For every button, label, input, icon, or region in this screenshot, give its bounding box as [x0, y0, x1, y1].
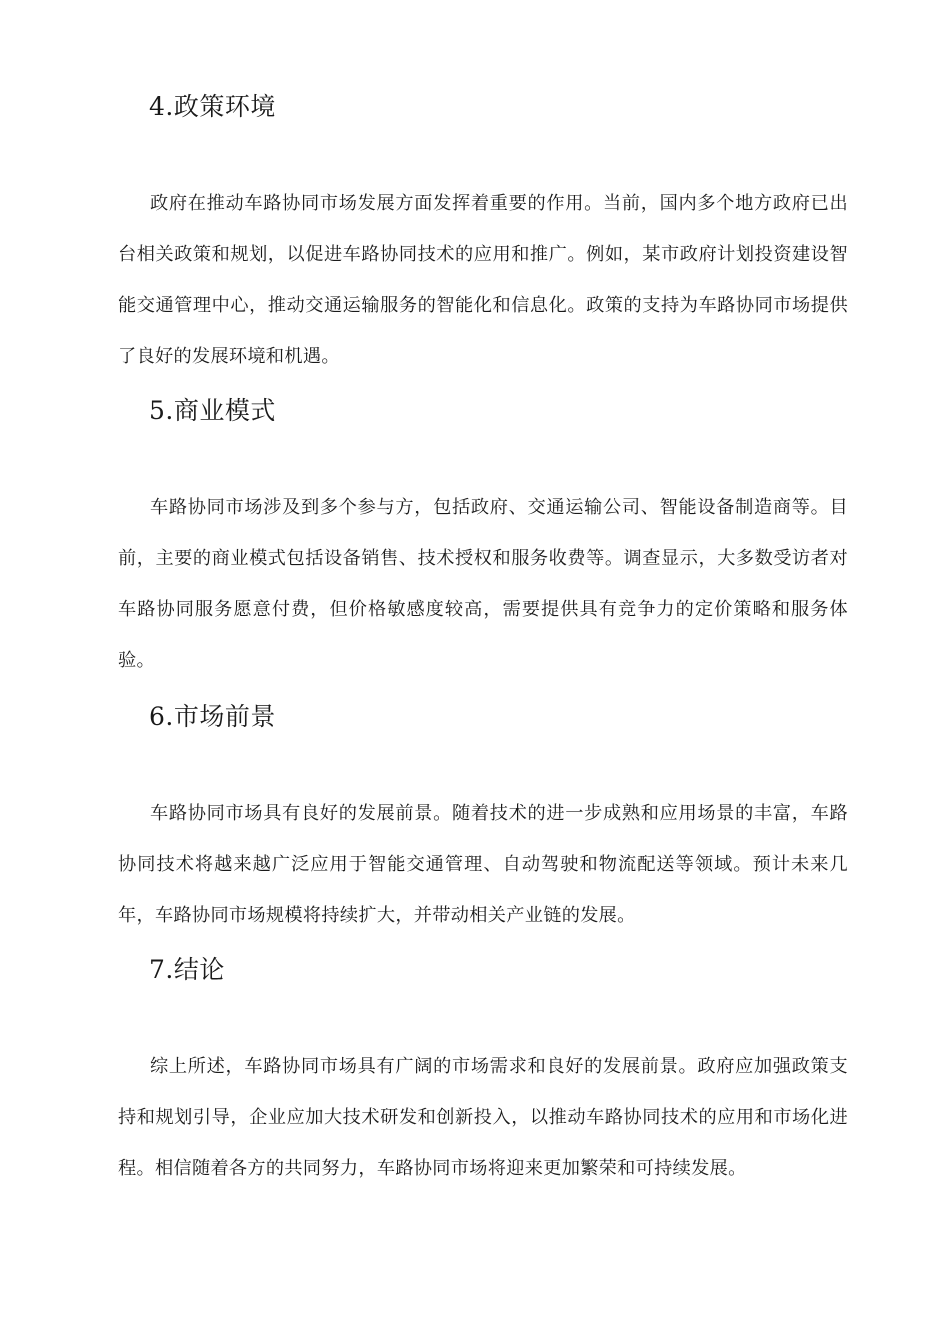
section-paragraph: 车路协同市场涉及到多个参与方，包括政府、交通运输公司、智能设备制造商等。目前，主要的商业模式包括设备销售、技术授权和服务收费等。调查显示，大多数受访者对车路协同服务愿意付费，但价格敏感度较高，需要提供具有竞争力的定价策略和服务体验。: [118, 497, 848, 671]
section-paragraph: 车路协同市场具有良好的发展前景。随着技术的进一步成熟和应用场景的丰富，车路协同技术将越来越广泛应用于智能交通管理、自动驾驶和物流配送等领域。预计未来几年，车路协同市场规模将持续扩大，并带动相关产业链的发展。: [118, 803, 848, 926]
section-heading: 4.政策环境: [149, 92, 276, 121]
section-heading: 6.市场前景: [149, 702, 276, 731]
section-heading: 5.商业模式: [149, 396, 276, 425]
section-heading: 7.结论: [149, 955, 225, 984]
section-paragraph: 政府在推动车路协同市场发展方面发挥着重要的作用。当前，国内多个地方政府已出台相关政策和规划，以促进车路协同技术的应用和推广。例如，某市政府计划投资建设智能交通管理中心，推动交通运输服务的智能化和信息化。政策的支持为车路协同市场提供了良好的发展环境和机遇。: [118, 193, 848, 367]
section-paragraph: 综上所述，车路协同市场具有广阔的市场需求和良好的发展前景。政府应加强政策支持和规划引导，企业应加大技术研发和创新投入，以推动车路协同技术的应用和市场化进程。相信随着各方的共同努力，车路协同市场将迎来更加繁荣和可持续发展。: [118, 1056, 848, 1179]
section-conclusion: [118, 953, 848, 1194]
section-policy-environment: [118, 90, 848, 382]
section-market-outlook: [118, 700, 848, 941]
section-business-model: [118, 394, 848, 686]
